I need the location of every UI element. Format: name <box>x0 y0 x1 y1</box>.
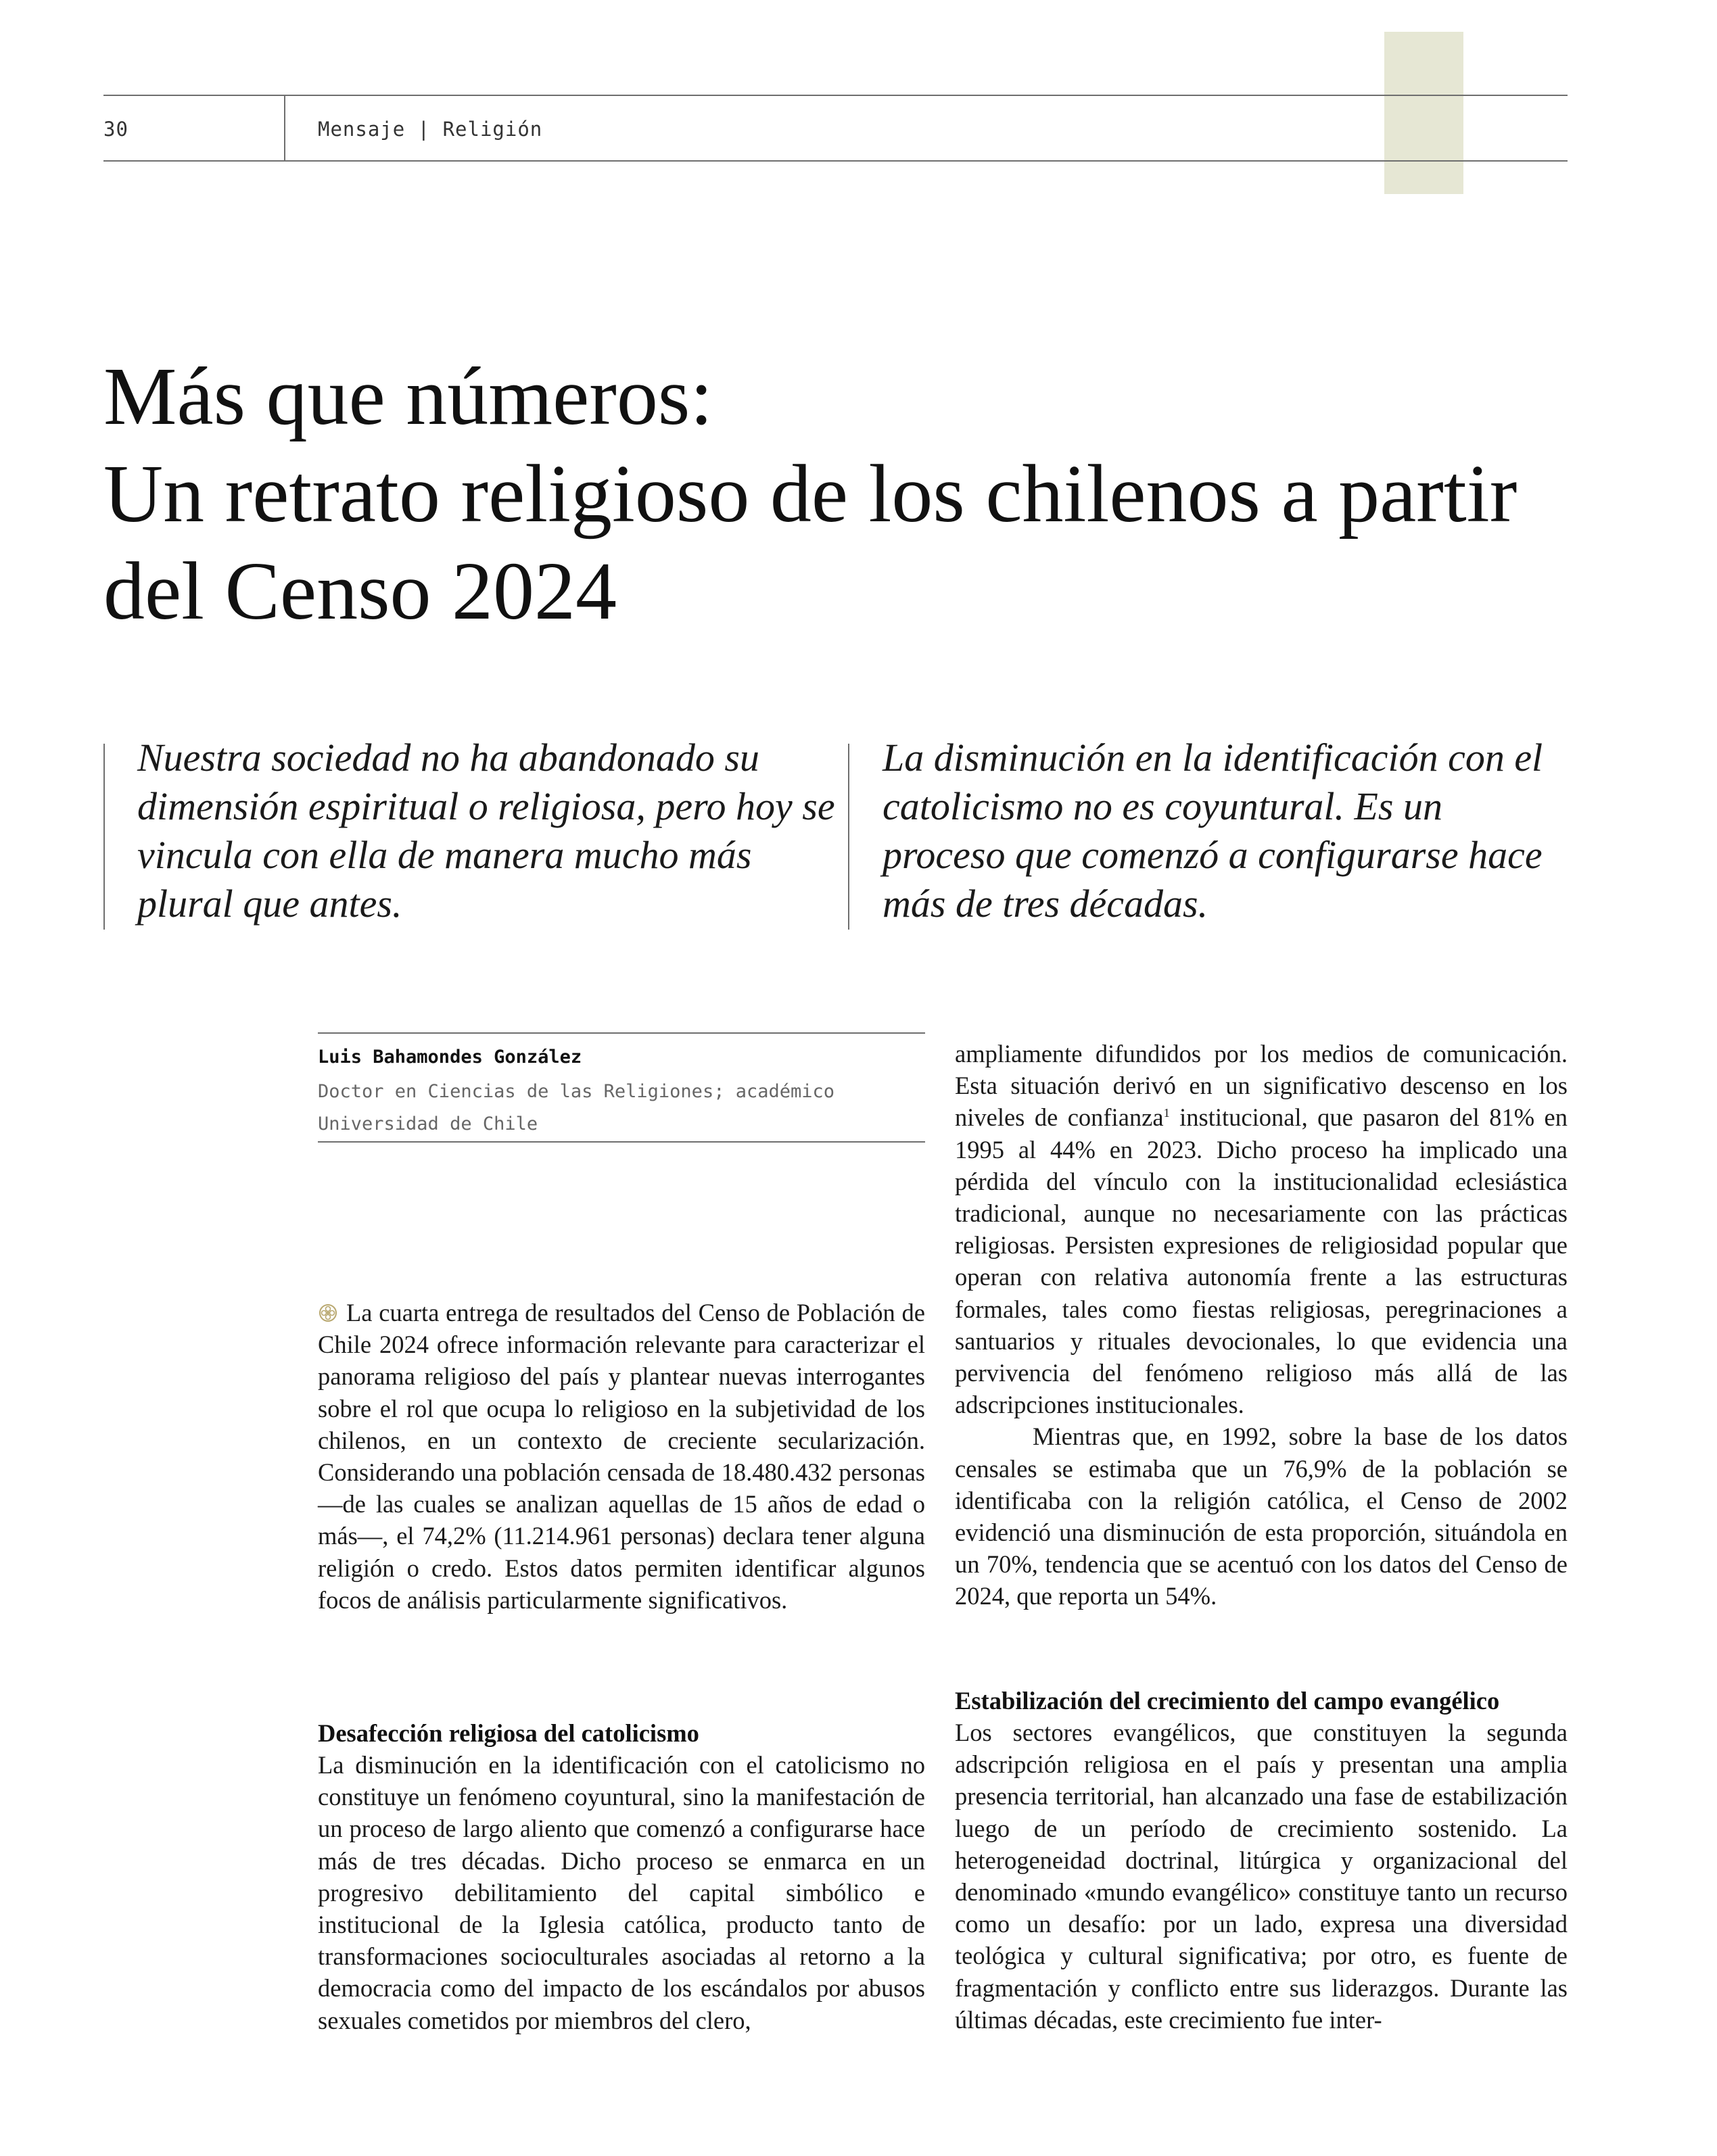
section-label: Mensaje | Religión <box>318 118 543 141</box>
pull-quote-right-bar <box>848 744 849 930</box>
intro-text: La cuarta entrega de resultados del Censo de Población de Chile 2024 ofrece información relevante para caracterizar el panorama religioso del país y plantear nuevas interrogantes sobre el rol que ocupa lo religioso en la subjetividad de los chilenos, en un contexto de creciente secularización. Considerando una población censada de 18.480.432 personas —de las cuales se analizan aquellas de 15 años de edad o más—, el 74,2% (11.214.961 personas) declara tener alguna religión o credo. Estos datos permiten identificar algunos focos de análisis particularmente significativos. <box>318 1299 925 1614</box>
author-top-rule <box>318 1032 925 1034</box>
section-heading-evangelico: Estabilización del crecimiento del campo evangélico <box>955 1687 1500 1715</box>
header-bottom-rule <box>103 160 1568 162</box>
author-affiliation: Universidad de Chile <box>318 1113 538 1134</box>
section-tab-marker <box>1384 32 1463 194</box>
pull-quote-right: La disminución en la identificación con el catolicismo no es coyuntural. Es un proceso que comenzó a configurarse hace más de tres décadas. <box>883 736 1543 926</box>
footnote-marker[interactable]: 1 <box>1163 1106 1170 1120</box>
section2-paragraph: Los sectores evangélicos, que constituyen la segunda adscripción religiosa en el país y presentan una amplia presencia territorial, han alcanzado una fase de estabilización luego de un período de crecimiento sostenido. La heterogeneidad doctrinal, litúrgica y organizacional del denominado «mundo evangélico» constituye tanto un recurso como un desafío: por un lado, expresa una diversidad teológica y cultural significativa; por otro, es fuente de fragmentación y conflicto entre sus liderazgos. Durante las últimas décadas, este crecimiento fue inter- <box>955 1719 1568 2034</box>
title-line-2: Un retrato religioso de los chilenos a partir <box>103 448 1518 540</box>
title-line-3: del Censo 2024 <box>103 546 617 637</box>
author-block <box>318 1039 925 1141</box>
right-column-text <box>955 1038 1568 1612</box>
confidence-text-part2: institucional, que pasaron del 81% en 1995 al 44% en 2023. Dicho proceso ha implicado una pérdida del vínculo con la institucionalidad eclesiástica tradicional, aunque no necesariamente con las prácticas religiosas. Persisten expresiones de religiosidad popular que operan con relativa autonomía frente a las estructuras formales, tales como fiestas religiosas, peregrinaciones a santuarios y rituales devocionales, lo que evidencia una pervivencia del fenómeno religioso más allá de las adscripciones institucionales. <box>955 1103 1568 1419</box>
author-role: Doctor en Ciencias de las Religiones; académico <box>318 1081 835 1102</box>
confidence-paragraph <box>955 1038 1568 1420</box>
title-line-1: Más que números: <box>103 351 713 442</box>
header-top-rule <box>103 95 1568 96</box>
section1-paragraph: La disminución en la identificación con el catolicismo no constituye un fenómeno coyuntural, sino la manifestación de un proceso de largo aliento que comenzó a configurarse hace más de tres décadas. Dicho proceso se enmarca en un progresivo debilitamiento del capital simbólico e institucional de la Iglesia católica, producto tanto de transformaciones socioculturales asociadas al retorno a la democracia como del impacto de los escándalos por abusos sexuales cometidos por miembros del clero, <box>318 1751 925 2034</box>
pull-quote-left: Nuestra sociedad no ha abandonado su dimensión espiritual o religiosa, pero hoy se vincula con ella de manera mucho más plural que antes. <box>137 736 835 926</box>
census-paragraph: Mientras que, en 1992, sobre la base de los datos censales se estimaba que un 76,9% de la población se identificaba con la religión católica, el Censo de 2002 evidenció una disminución de esta proporción, situándola en un 70%, tendencia que se acentuó con los datos del Censo de 2024, que reporta un 54%. <box>955 1422 1568 1610</box>
confidence-text-part1: ampliamente difundidos por los medios de comunicación. Esta situación derivó en un significativo descenso en los niveles de confianza <box>955 1040 1568 1132</box>
section-text-evangelico <box>955 1717 1568 2036</box>
section-heading-catolicismo: Desafección religiosa del catolicismo <box>318 1719 699 1747</box>
article-title <box>103 348 1557 640</box>
page-number: 30 <box>103 118 128 141</box>
flower-ornament-icon <box>318 1303 338 1323</box>
pull-quote-left-bar <box>103 744 105 930</box>
section-text-catolicismo <box>318 1749 925 2036</box>
intro-paragraph <box>318 1297 925 1616</box>
author-name: Luis Bahamondes González <box>318 1047 582 1068</box>
author-bottom-rule <box>318 1141 925 1143</box>
header-divider <box>284 95 285 162</box>
